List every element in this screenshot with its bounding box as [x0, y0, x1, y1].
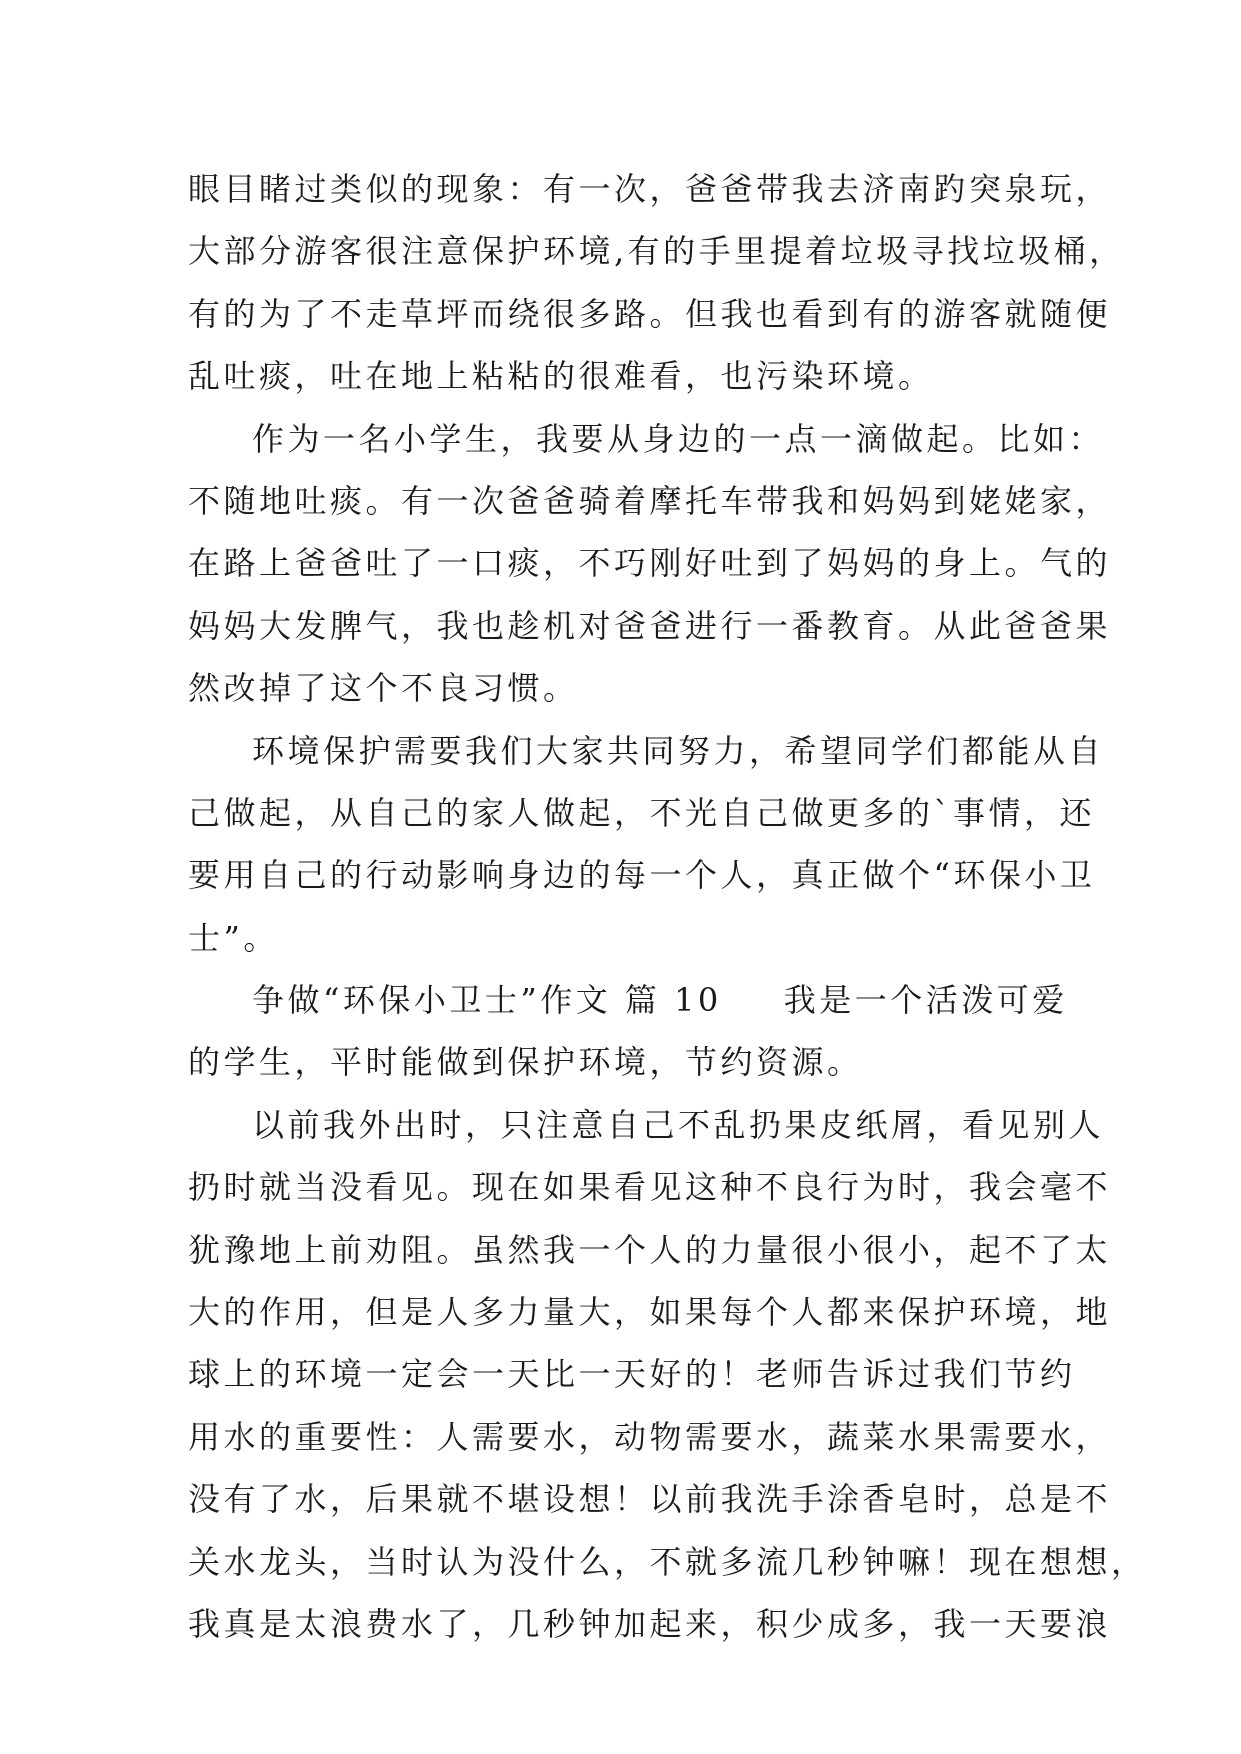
essay-title: 争做“环保小卫士”作文 篇 10	[252, 981, 722, 1020]
text-line: 然改掉了这个不良习惯。	[188, 669, 579, 708]
text-line: 己做起，从自己的家人做起，不光自己做更多的`事情，还	[188, 793, 1096, 832]
text-line: 大的作用，但是人多力量大，如果每个人都来保护环境，地	[188, 1293, 1112, 1332]
paragraph-start-line: 环境保护需要我们大家共同努力，希望同学们都能从自	[252, 731, 1105, 770]
text-line: 没有了水，后果就不堪设想！以前我洗手涂香皂时，总是不	[188, 1480, 1112, 1519]
essay-body	[188, 158, 1147, 1655]
text-line: 的学生，平时能做到保护环境，节约资源。	[188, 1043, 863, 1082]
text-line: 士”。	[188, 918, 279, 957]
text-line: 要用自己的行动影响身边的每一个人，真正做个“环保小卫	[188, 856, 1096, 895]
text-line: 乱吐痰，吐在地上粘粘的很难看，也污染环境。	[188, 357, 934, 396]
essay-title-line	[188, 969, 1088, 1031]
text-line: 在路上爸爸吐了一口痰，不巧刚好吐到了妈妈的身上。气的	[188, 544, 1112, 583]
text-line: 关水龙头，当时认为没什么，不就多流几秒钟嘛！现在想想，	[188, 1542, 1147, 1581]
text-line: 球上的环境一定会一天比一天好的！老师告诉过我们节约	[188, 1355, 1076, 1394]
text-line: 有的为了不走草坪而绕很多路。但我也看到有的游客就随便	[188, 294, 1112, 333]
text-line: 扔时就当没看见。现在如果看见这种不良行为时，我会毫不	[188, 1168, 1112, 1207]
paragraph-start-line: 以前我外出时，只注意自己不乱扔果皮纸屑，看见别人	[252, 1105, 1105, 1144]
text-line: 用水的重要性：人需要水，动物需要水，蔬菜水果需要水，	[188, 1417, 1112, 1456]
text-line: 妈妈大发脾气，我也趁机对爸爸进行一番教育。从此爸爸果	[188, 606, 1112, 645]
text-line: 大部分游客很注意保护环境,有的手里提着垃圾寻找垃圾桶，	[188, 232, 1125, 271]
text-line: 我真是太浪费水了，几秒钟加起来，积少成多，我一天要浪	[188, 1604, 1112, 1643]
paragraph-start-line: 作为一名小学生，我要从身边的一点一滴做起。比如：	[252, 419, 1105, 458]
essay-opening-text: 我是一个活泼可爱	[783, 981, 1068, 1020]
text-line: 犹豫地上前劝阻。虽然我一个人的力量很小很小，起不了太	[188, 1230, 1112, 1269]
text-line: 不随地吐痰。有一次爸爸骑着摩托车带我和妈妈到姥姥家，	[188, 481, 1112, 520]
text-line: 眼目睹过类似的现象：有一次，爸爸带我去济南趵突泉玩，	[188, 170, 1112, 208]
